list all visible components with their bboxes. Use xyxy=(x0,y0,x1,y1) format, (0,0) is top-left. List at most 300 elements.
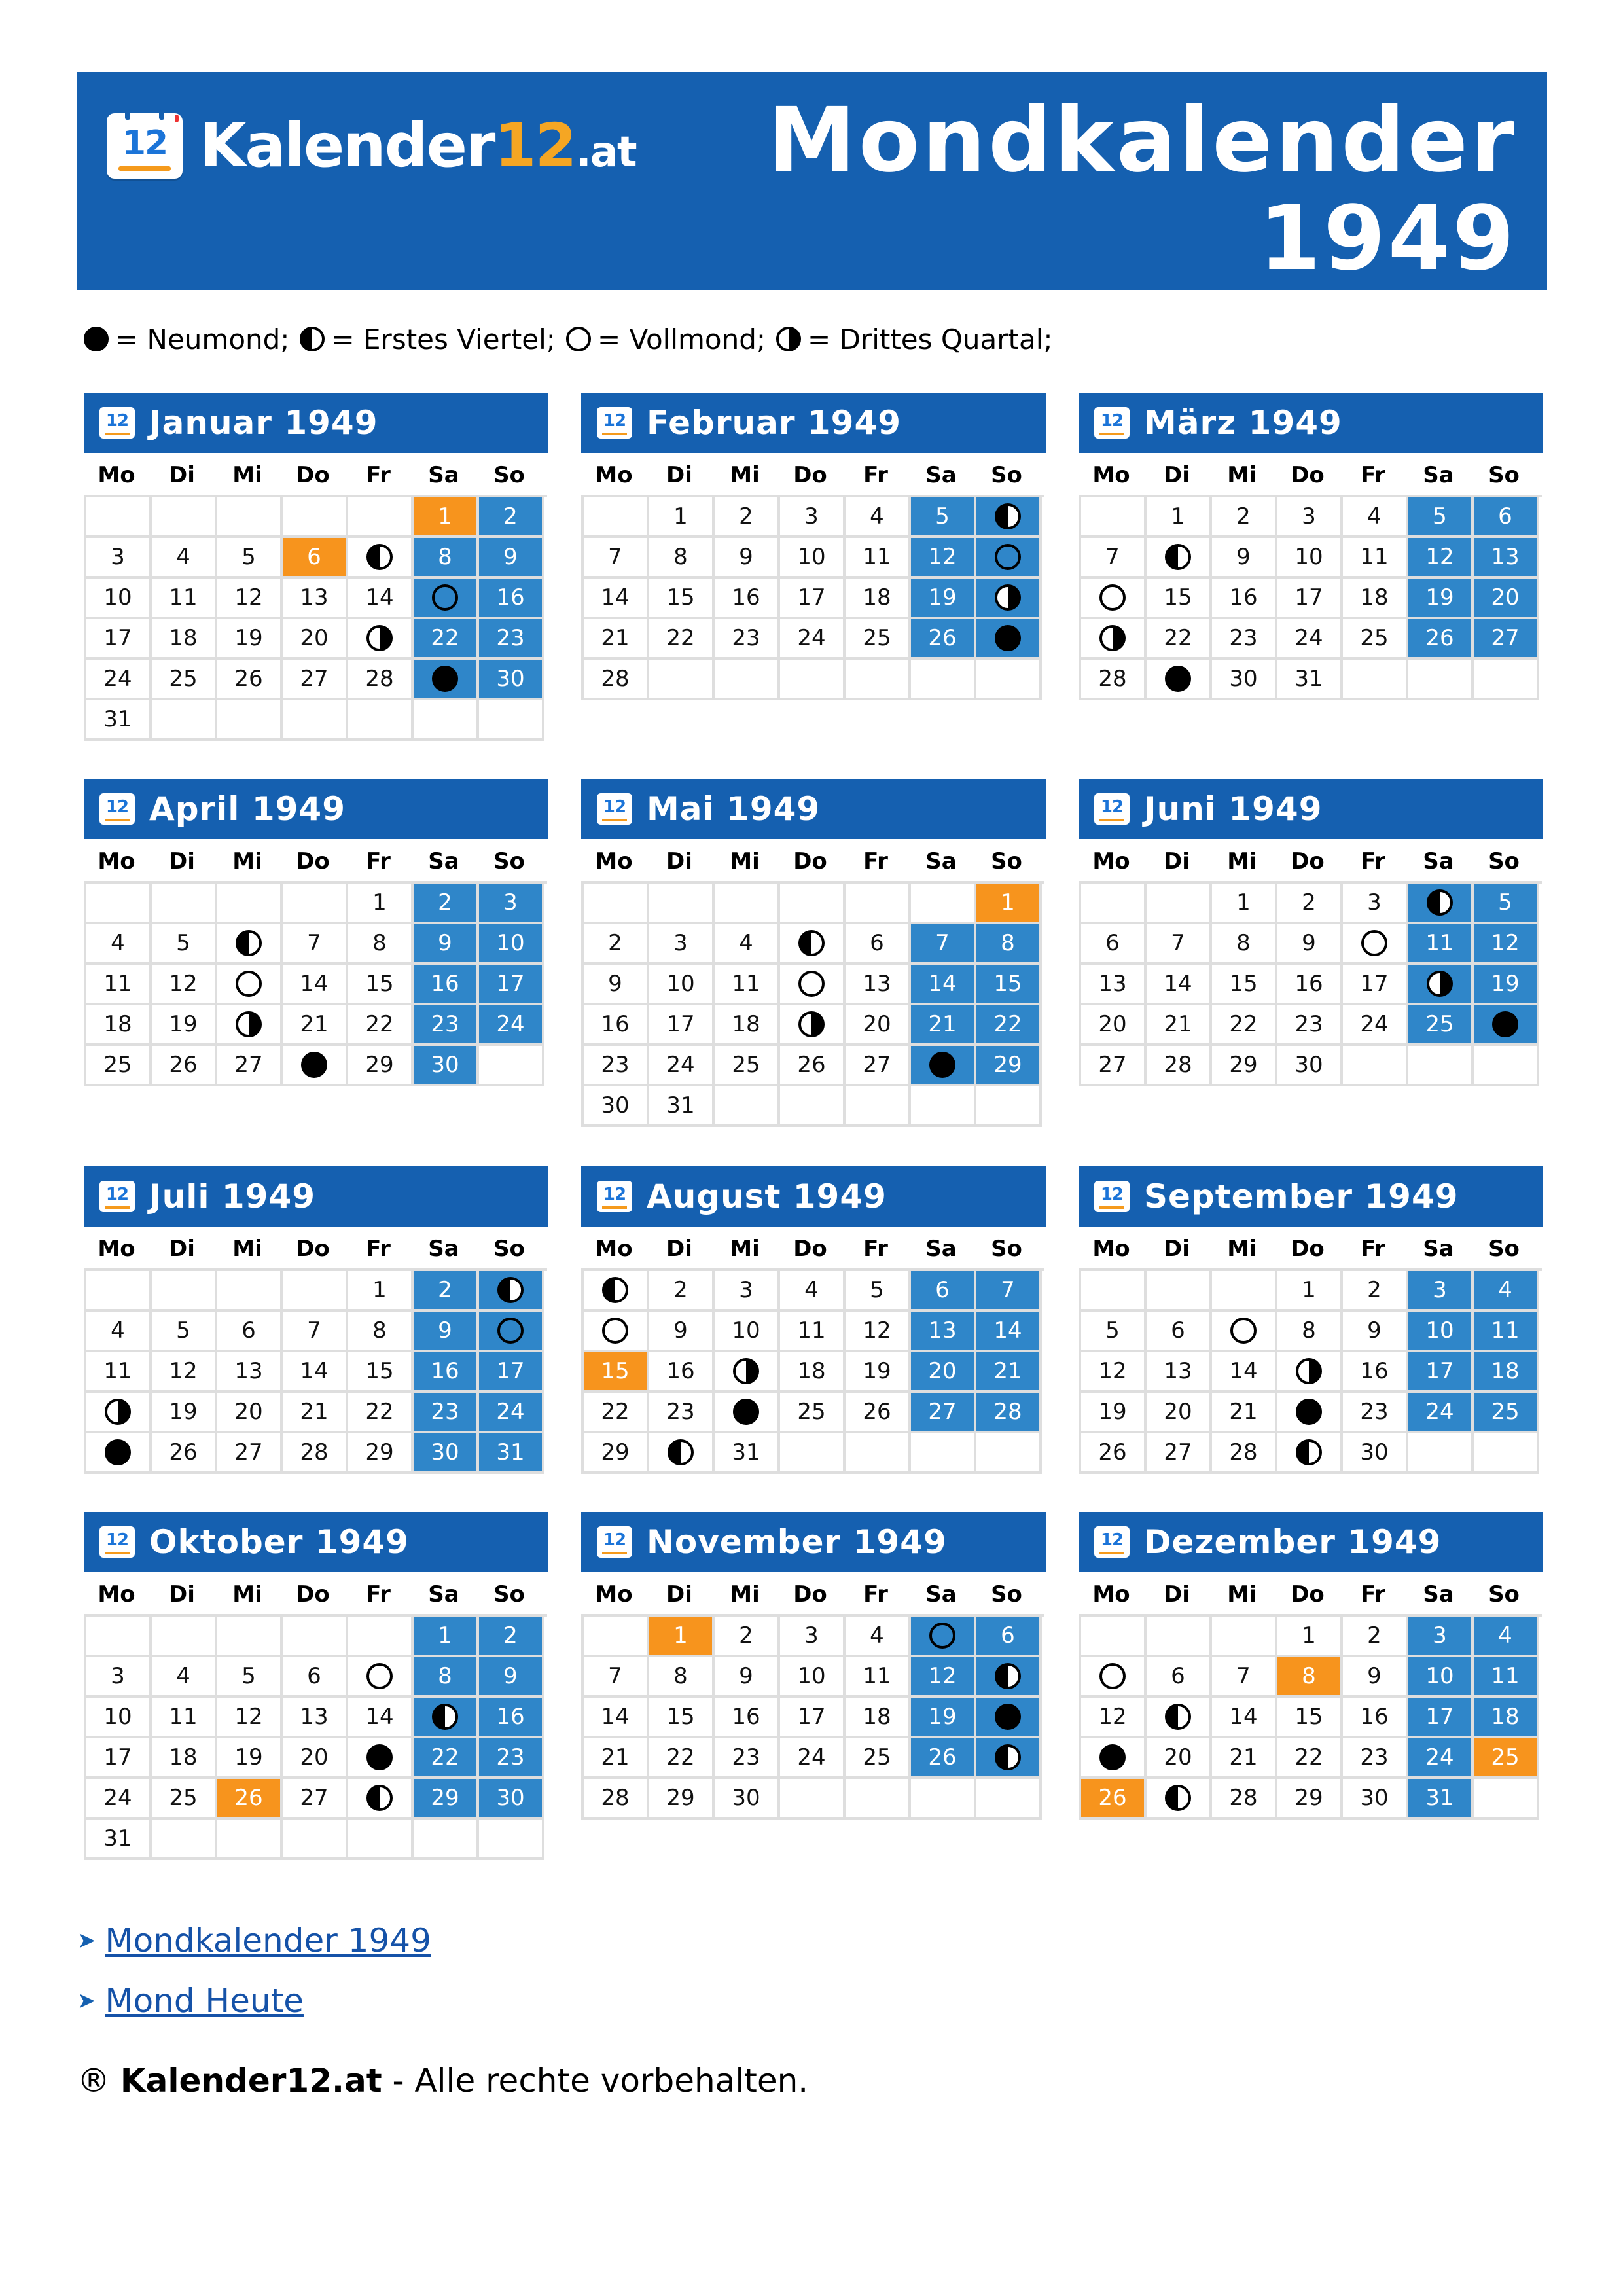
day-cell[interactable]: 29 xyxy=(649,1779,715,1820)
day-cell[interactable]: 14 xyxy=(1212,1698,1277,1738)
day-cell[interactable]: 12 xyxy=(217,579,283,619)
day-cell[interactable]: 17 xyxy=(780,1698,846,1738)
day-cell[interactable]: 25 xyxy=(86,1046,152,1086)
day-cell[interactable]: 27 xyxy=(283,660,348,700)
day-cell[interactable]: 11 xyxy=(86,965,152,1005)
day-cell[interactable]: 22 xyxy=(348,1393,414,1433)
day-cell[interactable]: 8 xyxy=(976,924,1042,965)
day-cell[interactable]: 11 xyxy=(1408,924,1474,965)
day-cell[interactable]: 28 xyxy=(348,660,414,700)
day-cell[interactable] xyxy=(976,1698,1042,1738)
day-cell[interactable]: 23 xyxy=(584,1046,649,1086)
day-cell[interactable]: 15 xyxy=(1147,579,1212,619)
day-cell[interactable] xyxy=(1081,1657,1147,1698)
day-cell[interactable]: 3 xyxy=(86,538,152,579)
day-cell[interactable]: 24 xyxy=(1408,1738,1474,1779)
day-cell[interactable]: 17 xyxy=(479,1352,544,1393)
day-cell[interactable]: 22 xyxy=(414,1738,479,1779)
day-cell[interactable]: 25 xyxy=(1474,1393,1539,1433)
day-cell[interactable]: 10 xyxy=(1277,538,1343,579)
day-cell[interactable]: 16 xyxy=(715,579,780,619)
day-cell[interactable]: 22 xyxy=(1147,619,1212,660)
day-cell[interactable]: 3 xyxy=(715,1271,780,1312)
day-cell[interactable]: 4 xyxy=(846,1617,911,1657)
day-cell[interactable]: 25 xyxy=(152,660,217,700)
day-cell[interactable]: 11 xyxy=(715,965,780,1005)
day-cell[interactable]: 31 xyxy=(479,1433,544,1474)
day-cell[interactable]: 30 xyxy=(479,1779,544,1820)
day-cell[interactable]: 18 xyxy=(846,1698,911,1738)
day-cell[interactable]: 26 xyxy=(152,1046,217,1086)
day-cell[interactable]: 23 xyxy=(649,1393,715,1433)
day-cell[interactable] xyxy=(1147,1698,1212,1738)
day-cell[interactable]: 19 xyxy=(217,1738,283,1779)
day-cell[interactable] xyxy=(976,1738,1042,1779)
day-cell[interactable] xyxy=(1408,965,1474,1005)
day-cell[interactable]: 11 xyxy=(86,1352,152,1393)
day-cell[interactable]: 7 xyxy=(584,538,649,579)
day-cell[interactable]: 15 xyxy=(584,1352,649,1393)
day-cell[interactable]: 4 xyxy=(1343,497,1408,538)
day-cell[interactable]: 27 xyxy=(1147,1433,1212,1474)
day-cell[interactable]: 11 xyxy=(152,1698,217,1738)
day-cell[interactable]: 23 xyxy=(1212,619,1277,660)
day-cell[interactable]: 2 xyxy=(584,924,649,965)
day-cell[interactable]: 5 xyxy=(846,1271,911,1312)
site-logo[interactable] xyxy=(107,110,636,182)
day-cell[interactable] xyxy=(715,1393,780,1433)
day-cell[interactable]: 24 xyxy=(1343,1005,1408,1046)
day-cell[interactable]: 14 xyxy=(283,965,348,1005)
day-cell[interactable] xyxy=(911,1617,976,1657)
day-cell[interactable]: 24 xyxy=(86,660,152,700)
day-cell[interactable]: 28 xyxy=(584,1779,649,1820)
day-cell[interactable]: 17 xyxy=(649,1005,715,1046)
day-cell[interactable] xyxy=(1081,579,1147,619)
day-cell[interactable]: 30 xyxy=(1212,660,1277,700)
day-cell[interactable]: 9 xyxy=(414,924,479,965)
day-cell[interactable]: 29 xyxy=(976,1046,1042,1086)
day-cell[interactable]: 27 xyxy=(1081,1046,1147,1086)
day-cell[interactable]: 18 xyxy=(152,619,217,660)
day-cell[interactable]: 19 xyxy=(846,1352,911,1393)
day-cell[interactable]: 8 xyxy=(414,1657,479,1698)
day-cell[interactable]: 1 xyxy=(1277,1617,1343,1657)
day-cell[interactable]: 17 xyxy=(1408,1698,1474,1738)
day-cell[interactable] xyxy=(86,1433,152,1474)
day-cell[interactable]: 21 xyxy=(283,1393,348,1433)
day-cell[interactable]: 13 xyxy=(1147,1352,1212,1393)
day-cell[interactable]: 16 xyxy=(479,579,544,619)
day-cell[interactable]: 5 xyxy=(1081,1312,1147,1352)
day-cell[interactable] xyxy=(1147,660,1212,700)
day-cell[interactable]: 16 xyxy=(649,1352,715,1393)
day-cell[interactable]: 26 xyxy=(217,660,283,700)
day-cell[interactable]: 30 xyxy=(414,1433,479,1474)
day-cell[interactable]: 31 xyxy=(715,1433,780,1474)
day-cell[interactable]: 7 xyxy=(911,924,976,965)
day-cell[interactable]: 17 xyxy=(479,965,544,1005)
day-cell[interactable]: 14 xyxy=(348,1698,414,1738)
day-cell[interactable]: 11 xyxy=(1474,1657,1539,1698)
day-cell[interactable]: 18 xyxy=(152,1738,217,1779)
day-cell[interactable]: 14 xyxy=(911,965,976,1005)
day-cell[interactable]: 2 xyxy=(715,1617,780,1657)
day-cell[interactable]: 12 xyxy=(1474,924,1539,965)
day-cell[interactable]: 24 xyxy=(649,1046,715,1086)
day-cell[interactable]: 28 xyxy=(1212,1779,1277,1820)
day-cell[interactable]: 23 xyxy=(479,619,544,660)
day-cell[interactable]: 13 xyxy=(1081,965,1147,1005)
link-mond-heute[interactable]: Mond Heute xyxy=(105,1982,304,2020)
day-cell[interactable]: 31 xyxy=(1408,1779,1474,1820)
day-cell[interactable]: 5 xyxy=(217,1657,283,1698)
day-cell[interactable]: 2 xyxy=(649,1271,715,1312)
day-cell[interactable]: 6 xyxy=(1147,1657,1212,1698)
day-cell[interactable]: 16 xyxy=(715,1698,780,1738)
day-cell[interactable]: 2 xyxy=(1343,1617,1408,1657)
day-cell[interactable]: 20 xyxy=(217,1393,283,1433)
day-cell[interactable]: 28 xyxy=(283,1433,348,1474)
day-cell[interactable]: 29 xyxy=(348,1433,414,1474)
day-cell[interactable]: 12 xyxy=(1081,1698,1147,1738)
day-cell[interactable]: 7 xyxy=(1081,538,1147,579)
day-cell[interactable]: 8 xyxy=(649,1657,715,1698)
day-cell[interactable]: 14 xyxy=(1212,1352,1277,1393)
day-cell[interactable]: 10 xyxy=(479,924,544,965)
day-cell[interactable]: 14 xyxy=(584,579,649,619)
day-cell[interactable]: 25 xyxy=(1343,619,1408,660)
day-cell[interactable] xyxy=(414,579,479,619)
day-cell[interactable] xyxy=(479,1271,544,1312)
day-cell[interactable]: 15 xyxy=(649,579,715,619)
day-cell[interactable]: 11 xyxy=(152,579,217,619)
day-cell[interactable] xyxy=(649,1433,715,1474)
day-cell[interactable]: 30 xyxy=(1343,1433,1408,1474)
day-cell[interactable]: 3 xyxy=(1277,497,1343,538)
day-cell[interactable]: 9 xyxy=(479,1657,544,1698)
day-cell[interactable]: 7 xyxy=(584,1657,649,1698)
day-cell[interactable]: 25 xyxy=(846,619,911,660)
day-cell[interactable]: 1 xyxy=(348,884,414,924)
day-cell[interactable]: 25 xyxy=(152,1779,217,1820)
day-cell[interactable]: 27 xyxy=(911,1393,976,1433)
day-cell[interactable]: 13 xyxy=(217,1352,283,1393)
day-cell[interactable]: 17 xyxy=(1277,579,1343,619)
day-cell[interactable]: 14 xyxy=(976,1312,1042,1352)
day-cell[interactable] xyxy=(1081,1738,1147,1779)
day-cell[interactable] xyxy=(1147,538,1212,579)
day-cell[interactable]: 1 xyxy=(1277,1271,1343,1312)
day-cell[interactable]: 5 xyxy=(1474,884,1539,924)
day-cell[interactable]: 2 xyxy=(1277,884,1343,924)
day-cell[interactable]: 28 xyxy=(584,660,649,700)
day-cell[interactable] xyxy=(1277,1352,1343,1393)
day-cell[interactable]: 24 xyxy=(479,1393,544,1433)
day-cell[interactable]: 22 xyxy=(1277,1738,1343,1779)
day-cell[interactable]: 9 xyxy=(1343,1312,1408,1352)
day-cell[interactable] xyxy=(976,497,1042,538)
day-cell[interactable]: 6 xyxy=(283,1657,348,1698)
day-cell[interactable]: 7 xyxy=(1212,1657,1277,1698)
day-cell[interactable]: 31 xyxy=(649,1086,715,1127)
day-cell[interactable]: 31 xyxy=(86,1820,152,1860)
day-cell[interactable]: 20 xyxy=(846,1005,911,1046)
day-cell[interactable]: 20 xyxy=(1147,1393,1212,1433)
day-cell[interactable] xyxy=(976,619,1042,660)
day-cell[interactable]: 16 xyxy=(1343,1698,1408,1738)
day-cell[interactable]: 16 xyxy=(414,1352,479,1393)
day-cell[interactable] xyxy=(1408,884,1474,924)
day-cell[interactable]: 15 xyxy=(1277,1698,1343,1738)
day-cell[interactable]: 12 xyxy=(1081,1352,1147,1393)
day-cell[interactable]: 30 xyxy=(1343,1779,1408,1820)
day-cell[interactable]: 27 xyxy=(846,1046,911,1086)
day-cell[interactable] xyxy=(715,1352,780,1393)
day-cell[interactable]: 20 xyxy=(1474,579,1539,619)
day-cell[interactable]: 25 xyxy=(1408,1005,1474,1046)
day-cell[interactable]: 2 xyxy=(715,497,780,538)
day-cell[interactable]: 8 xyxy=(1277,1657,1343,1698)
day-cell[interactable] xyxy=(283,1046,348,1086)
day-cell[interactable]: 13 xyxy=(846,965,911,1005)
day-cell[interactable]: 17 xyxy=(780,579,846,619)
day-cell[interactable]: 20 xyxy=(1081,1005,1147,1046)
day-cell[interactable]: 13 xyxy=(283,1698,348,1738)
day-cell[interactable]: 2 xyxy=(1343,1271,1408,1312)
link-row[interactable] xyxy=(77,1918,431,1964)
day-cell[interactable]: 6 xyxy=(846,924,911,965)
day-cell[interactable]: 20 xyxy=(911,1352,976,1393)
day-cell[interactable]: 15 xyxy=(348,965,414,1005)
day-cell[interactable]: 18 xyxy=(715,1005,780,1046)
day-cell[interactable]: 8 xyxy=(348,924,414,965)
day-cell[interactable]: 9 xyxy=(1212,538,1277,579)
day-cell[interactable]: 17 xyxy=(86,1738,152,1779)
day-cell[interactable]: 15 xyxy=(649,1698,715,1738)
day-cell[interactable]: 1 xyxy=(414,497,479,538)
day-cell[interactable]: 6 xyxy=(976,1617,1042,1657)
day-cell[interactable]: 10 xyxy=(649,965,715,1005)
day-cell[interactable]: 26 xyxy=(1081,1433,1147,1474)
day-cell[interactable]: 29 xyxy=(1277,1779,1343,1820)
day-cell[interactable]: 10 xyxy=(86,1698,152,1738)
day-cell[interactable] xyxy=(217,1005,283,1046)
day-cell[interactable]: 4 xyxy=(1474,1617,1539,1657)
day-cell[interactable] xyxy=(780,965,846,1005)
day-cell[interactable]: 11 xyxy=(1474,1312,1539,1352)
day-cell[interactable]: 9 xyxy=(715,1657,780,1698)
day-cell[interactable]: 30 xyxy=(584,1086,649,1127)
day-cell[interactable]: 19 xyxy=(911,579,976,619)
day-cell[interactable]: 25 xyxy=(1474,1738,1539,1779)
day-cell[interactable]: 2 xyxy=(479,1617,544,1657)
day-cell[interactable]: 8 xyxy=(414,538,479,579)
day-cell[interactable]: 6 xyxy=(911,1271,976,1312)
day-cell[interactable]: 21 xyxy=(283,1005,348,1046)
day-cell[interactable]: 9 xyxy=(414,1312,479,1352)
day-cell[interactable]: 18 xyxy=(780,1352,846,1393)
day-cell[interactable]: 20 xyxy=(283,619,348,660)
day-cell[interactable]: 22 xyxy=(414,619,479,660)
day-cell[interactable]: 13 xyxy=(911,1312,976,1352)
day-cell[interactable]: 18 xyxy=(1343,579,1408,619)
day-cell[interactable]: 20 xyxy=(283,1738,348,1779)
day-cell[interactable] xyxy=(217,965,283,1005)
day-cell[interactable]: 29 xyxy=(1212,1046,1277,1086)
day-cell[interactable]: 6 xyxy=(1474,497,1539,538)
day-cell[interactable]: 23 xyxy=(1277,1005,1343,1046)
day-cell[interactable]: 29 xyxy=(414,1779,479,1820)
day-cell[interactable]: 22 xyxy=(649,619,715,660)
day-cell[interactable]: 21 xyxy=(976,1352,1042,1393)
day-cell[interactable]: 3 xyxy=(1343,884,1408,924)
day-cell[interactable] xyxy=(348,1738,414,1779)
day-cell[interactable]: 9 xyxy=(649,1312,715,1352)
day-cell[interactable]: 4 xyxy=(1474,1271,1539,1312)
day-cell[interactable] xyxy=(414,660,479,700)
day-cell[interactable]: 26 xyxy=(911,1738,976,1779)
day-cell[interactable]: 9 xyxy=(584,965,649,1005)
day-cell[interactable]: 15 xyxy=(976,965,1042,1005)
day-cell[interactable]: 5 xyxy=(152,1312,217,1352)
day-cell[interactable]: 27 xyxy=(217,1046,283,1086)
day-cell[interactable]: 16 xyxy=(1343,1352,1408,1393)
day-cell[interactable]: 22 xyxy=(649,1738,715,1779)
day-cell[interactable]: 24 xyxy=(479,1005,544,1046)
day-cell[interactable]: 17 xyxy=(86,619,152,660)
day-cell[interactable]: 5 xyxy=(1408,497,1474,538)
day-cell[interactable]: 1 xyxy=(414,1617,479,1657)
day-cell[interactable] xyxy=(976,538,1042,579)
day-cell[interactable]: 3 xyxy=(649,924,715,965)
day-cell[interactable]: 7 xyxy=(283,1312,348,1352)
day-cell[interactable] xyxy=(348,1779,414,1820)
day-cell[interactable]: 1 xyxy=(348,1271,414,1312)
day-cell[interactable] xyxy=(780,1005,846,1046)
day-cell[interactable]: 9 xyxy=(1277,924,1343,965)
day-cell[interactable]: 12 xyxy=(911,538,976,579)
day-cell[interactable]: 27 xyxy=(1474,619,1539,660)
day-cell[interactable]: 23 xyxy=(1343,1738,1408,1779)
day-cell[interactable]: 3 xyxy=(1408,1617,1474,1657)
day-cell[interactable]: 17 xyxy=(1408,1352,1474,1393)
day-cell[interactable]: 10 xyxy=(86,579,152,619)
day-cell[interactable]: 13 xyxy=(1474,538,1539,579)
day-cell[interactable] xyxy=(976,579,1042,619)
day-cell[interactable]: 11 xyxy=(846,1657,911,1698)
day-cell[interactable]: 25 xyxy=(846,1738,911,1779)
day-cell[interactable] xyxy=(1474,1005,1539,1046)
day-cell[interactable]: 1 xyxy=(1212,884,1277,924)
day-cell[interactable]: 26 xyxy=(911,619,976,660)
day-cell[interactable] xyxy=(348,538,414,579)
day-cell[interactable]: 2 xyxy=(479,497,544,538)
day-cell[interactable] xyxy=(1277,1393,1343,1433)
day-cell[interactable] xyxy=(217,924,283,965)
day-cell[interactable]: 19 xyxy=(1474,965,1539,1005)
day-cell[interactable]: 30 xyxy=(715,1779,780,1820)
day-cell[interactable] xyxy=(1147,1779,1212,1820)
day-cell[interactable]: 24 xyxy=(86,1779,152,1820)
day-cell[interactable]: 10 xyxy=(780,1657,846,1698)
day-cell[interactable]: 6 xyxy=(283,538,348,579)
day-cell[interactable]: 12 xyxy=(217,1698,283,1738)
day-cell[interactable]: 23 xyxy=(414,1005,479,1046)
day-cell[interactable]: 28 xyxy=(1212,1433,1277,1474)
day-cell[interactable]: 25 xyxy=(780,1393,846,1433)
day-cell[interactable]: 14 xyxy=(348,579,414,619)
day-cell[interactable]: 22 xyxy=(1212,1005,1277,1046)
day-cell[interactable]: 24 xyxy=(780,619,846,660)
day-cell[interactable]: 7 xyxy=(1147,924,1212,965)
day-cell[interactable]: 15 xyxy=(1212,965,1277,1005)
day-cell[interactable]: 23 xyxy=(715,619,780,660)
day-cell[interactable]: 8 xyxy=(1277,1312,1343,1352)
day-cell[interactable]: 19 xyxy=(152,1393,217,1433)
day-cell[interactable]: 14 xyxy=(584,1698,649,1738)
day-cell[interactable] xyxy=(414,1698,479,1738)
day-cell[interactable] xyxy=(584,1312,649,1352)
day-cell[interactable]: 19 xyxy=(911,1698,976,1738)
day-cell[interactable]: 21 xyxy=(911,1005,976,1046)
day-cell[interactable]: 3 xyxy=(780,1617,846,1657)
day-cell[interactable]: 29 xyxy=(348,1046,414,1086)
day-cell[interactable]: 5 xyxy=(152,924,217,965)
day-cell[interactable]: 6 xyxy=(1147,1312,1212,1352)
day-cell[interactable]: 3 xyxy=(780,497,846,538)
day-cell[interactable]: 23 xyxy=(715,1738,780,1779)
day-cell[interactable]: 23 xyxy=(1343,1393,1408,1433)
day-cell[interactable] xyxy=(1212,1312,1277,1352)
day-cell[interactable]: 16 xyxy=(479,1698,544,1738)
day-cell[interactable]: 1 xyxy=(1147,497,1212,538)
day-cell[interactable]: 26 xyxy=(1408,619,1474,660)
day-cell[interactable]: 12 xyxy=(911,1657,976,1698)
day-cell[interactable] xyxy=(1081,619,1147,660)
day-cell[interactable]: 16 xyxy=(414,965,479,1005)
day-cell[interactable]: 3 xyxy=(86,1657,152,1698)
day-cell[interactable]: 12 xyxy=(152,1352,217,1393)
day-cell[interactable]: 4 xyxy=(780,1271,846,1312)
day-cell[interactable]: 2 xyxy=(414,884,479,924)
day-cell[interactable]: 3 xyxy=(1408,1271,1474,1312)
day-cell[interactable]: 18 xyxy=(846,579,911,619)
day-cell[interactable]: 13 xyxy=(283,579,348,619)
day-cell[interactable]: 27 xyxy=(217,1433,283,1474)
day-cell[interactable]: 26 xyxy=(780,1046,846,1086)
day-cell[interactable]: 18 xyxy=(1474,1698,1539,1738)
day-cell[interactable]: 6 xyxy=(217,1312,283,1352)
day-cell[interactable]: 21 xyxy=(1212,1393,1277,1433)
day-cell[interactable]: 24 xyxy=(1408,1393,1474,1433)
day-cell[interactable]: 11 xyxy=(1343,538,1408,579)
day-cell[interactable]: 15 xyxy=(348,1352,414,1393)
day-cell[interactable]: 21 xyxy=(584,1738,649,1779)
day-cell[interactable]: 30 xyxy=(479,660,544,700)
day-cell[interactable]: 4 xyxy=(846,497,911,538)
day-cell[interactable]: 26 xyxy=(152,1433,217,1474)
day-cell[interactable]: 14 xyxy=(283,1352,348,1393)
day-cell[interactable] xyxy=(780,924,846,965)
day-cell[interactable]: 5 xyxy=(911,497,976,538)
day-cell[interactable]: 17 xyxy=(1343,965,1408,1005)
day-cell[interactable]: 29 xyxy=(584,1433,649,1474)
day-cell[interactable]: 5 xyxy=(217,538,283,579)
day-cell[interactable]: 25 xyxy=(715,1046,780,1086)
day-cell[interactable]: 4 xyxy=(715,924,780,965)
day-cell[interactable] xyxy=(976,1657,1042,1698)
